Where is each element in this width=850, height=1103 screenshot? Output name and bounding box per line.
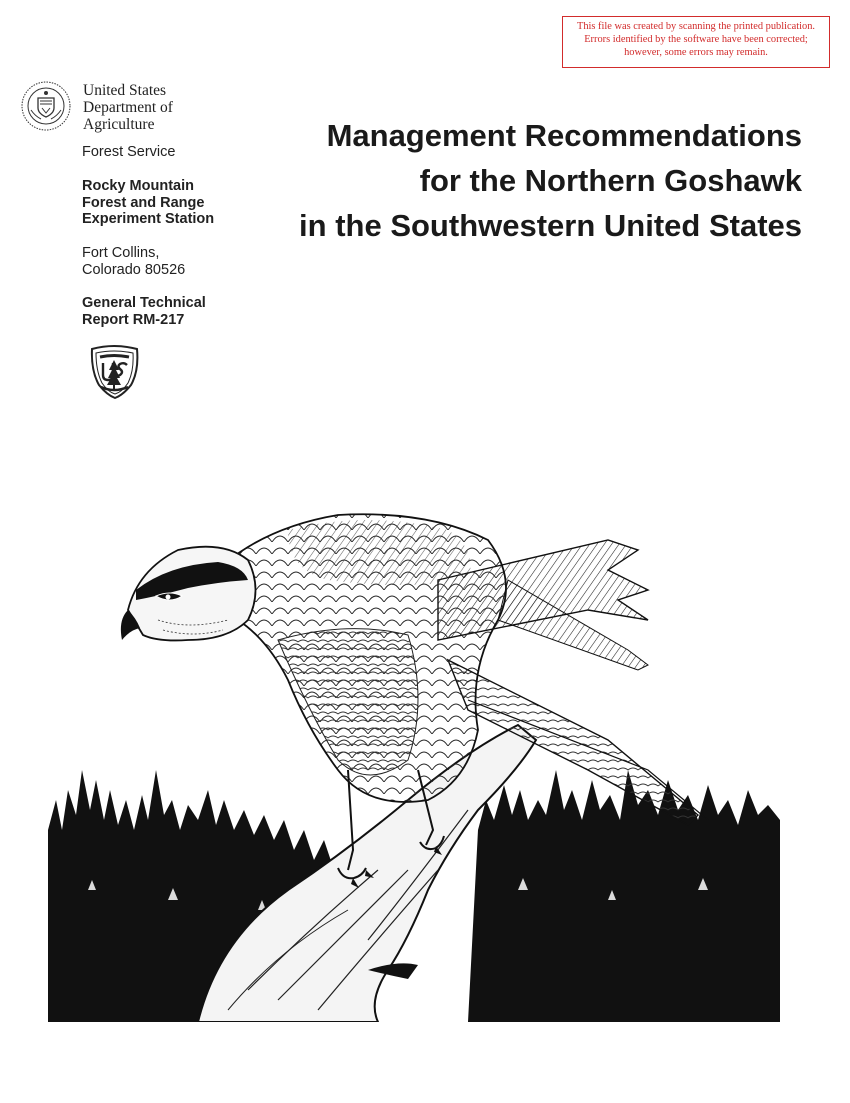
station-line: Experiment Station <box>82 211 215 227</box>
scan-notice-line: Errors identified by the software have been corrected; <box>584 34 808 45</box>
title-line: Management Recommendations <box>326 118 802 153</box>
forest-service-text: Forest Service <box>82 144 176 160</box>
report-number <box>82 295 206 328</box>
title-line: for the Northern Goshawk <box>419 163 802 198</box>
usda-seal-icon <box>20 80 72 132</box>
scan-notice-line: however, some errors may remain. <box>624 47 768 58</box>
forest-service-label <box>82 144 175 161</box>
location <box>82 245 185 278</box>
station-line: Rocky Mountain <box>82 178 194 194</box>
goshawk-illustration <box>48 470 780 1022</box>
experiment-station <box>82 178 214 228</box>
station-line: Forest and Range <box>82 194 205 211</box>
report-title <box>299 113 802 248</box>
department-line: Department of <box>83 99 173 116</box>
department-line: United States <box>83 82 167 99</box>
forest-service-shield-icon <box>86 343 143 399</box>
report-line: General Technical <box>82 295 206 311</box>
title-line: in the Southwestern United States <box>299 208 802 243</box>
location-line: Colorado 80526 <box>82 261 186 278</box>
report-line: Report RM-217 <box>82 311 185 328</box>
location-line: Fort Collins, <box>82 245 160 261</box>
scan-notice-line: This file was created by scanning the printed publication. <box>576 21 816 32</box>
department-line: Agriculture <box>83 116 155 133</box>
department-name <box>83 82 173 133</box>
goshawk-head <box>121 547 256 641</box>
scan-notice <box>562 16 830 68</box>
